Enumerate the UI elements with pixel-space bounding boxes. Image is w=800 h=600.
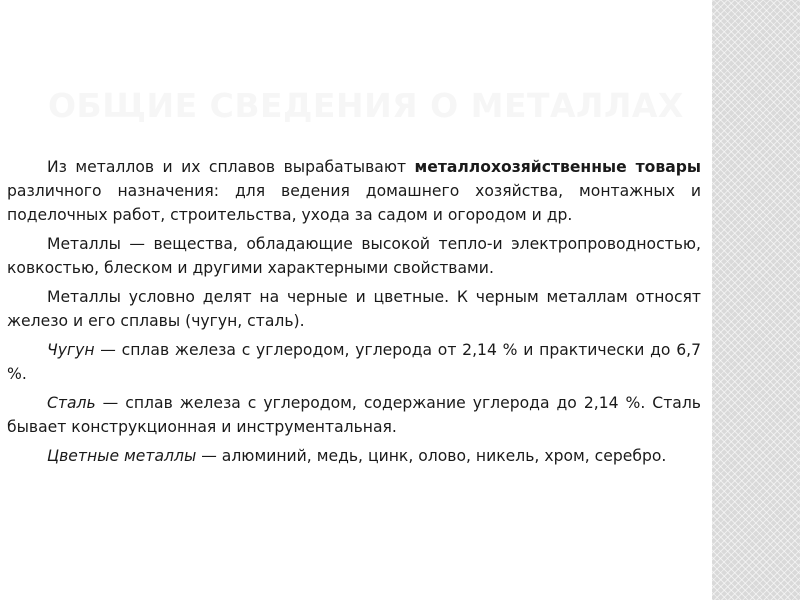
paragraph-cast-iron: [7, 338, 701, 386]
paragraph-metals-definition: [7, 232, 701, 280]
paragraph-nonferrous-rest: — алюминий, медь, цинк, олово, никель, хром, серебро.: [196, 447, 667, 465]
paragraph-products-bold-term: металлохозяйственные товары: [414, 158, 701, 176]
paragraph-ferrous-nonferrous-text: Металлы условно делят на черные и цветные. К черным металлам относят железо и его сплавы (чугун, сталь).: [7, 288, 701, 330]
paragraph-ferrous-nonferrous: [7, 285, 701, 333]
slide-body: [7, 155, 701, 473]
term-nonferrous-metals: Цветные металлы: [47, 447, 197, 465]
paragraph-metals-definition-text: Металлы — вещества, обладающие высокой тепло-и электропроводностью, ковкостью, блеском и другими характерными свойствами.: [7, 235, 701, 277]
decorative-side-band: [712, 0, 800, 600]
term-cast-iron: Чугун: [47, 341, 95, 359]
paragraph-products-rest: различного назначения: для ведения домашнего хозяйства, монтажных и поделочных работ, строительства, ухода за садом и огородом и др.: [7, 182, 701, 224]
paragraph-cast-iron-rest: — сплав железа с углеродом, углерода от 2,14 % и практически до 6,7 %.: [7, 341, 701, 383]
paragraph-products-lead: Из металлов и их сплавов вырабатывают: [47, 158, 415, 176]
paragraph-steel: [7, 391, 701, 439]
paragraph-products: [7, 155, 701, 227]
term-steel: Сталь: [47, 394, 96, 412]
paragraph-steel-rest: — сплав железа с углеродом, содержание углерода до 2,14 %. Сталь бывает конструкционная и инструментальная.: [7, 394, 701, 436]
slide-title: ОБЩИЕ СВЕДЕНИЯ О МЕТАЛЛАХ: [48, 86, 684, 125]
paragraph-nonferrous: [7, 444, 701, 468]
